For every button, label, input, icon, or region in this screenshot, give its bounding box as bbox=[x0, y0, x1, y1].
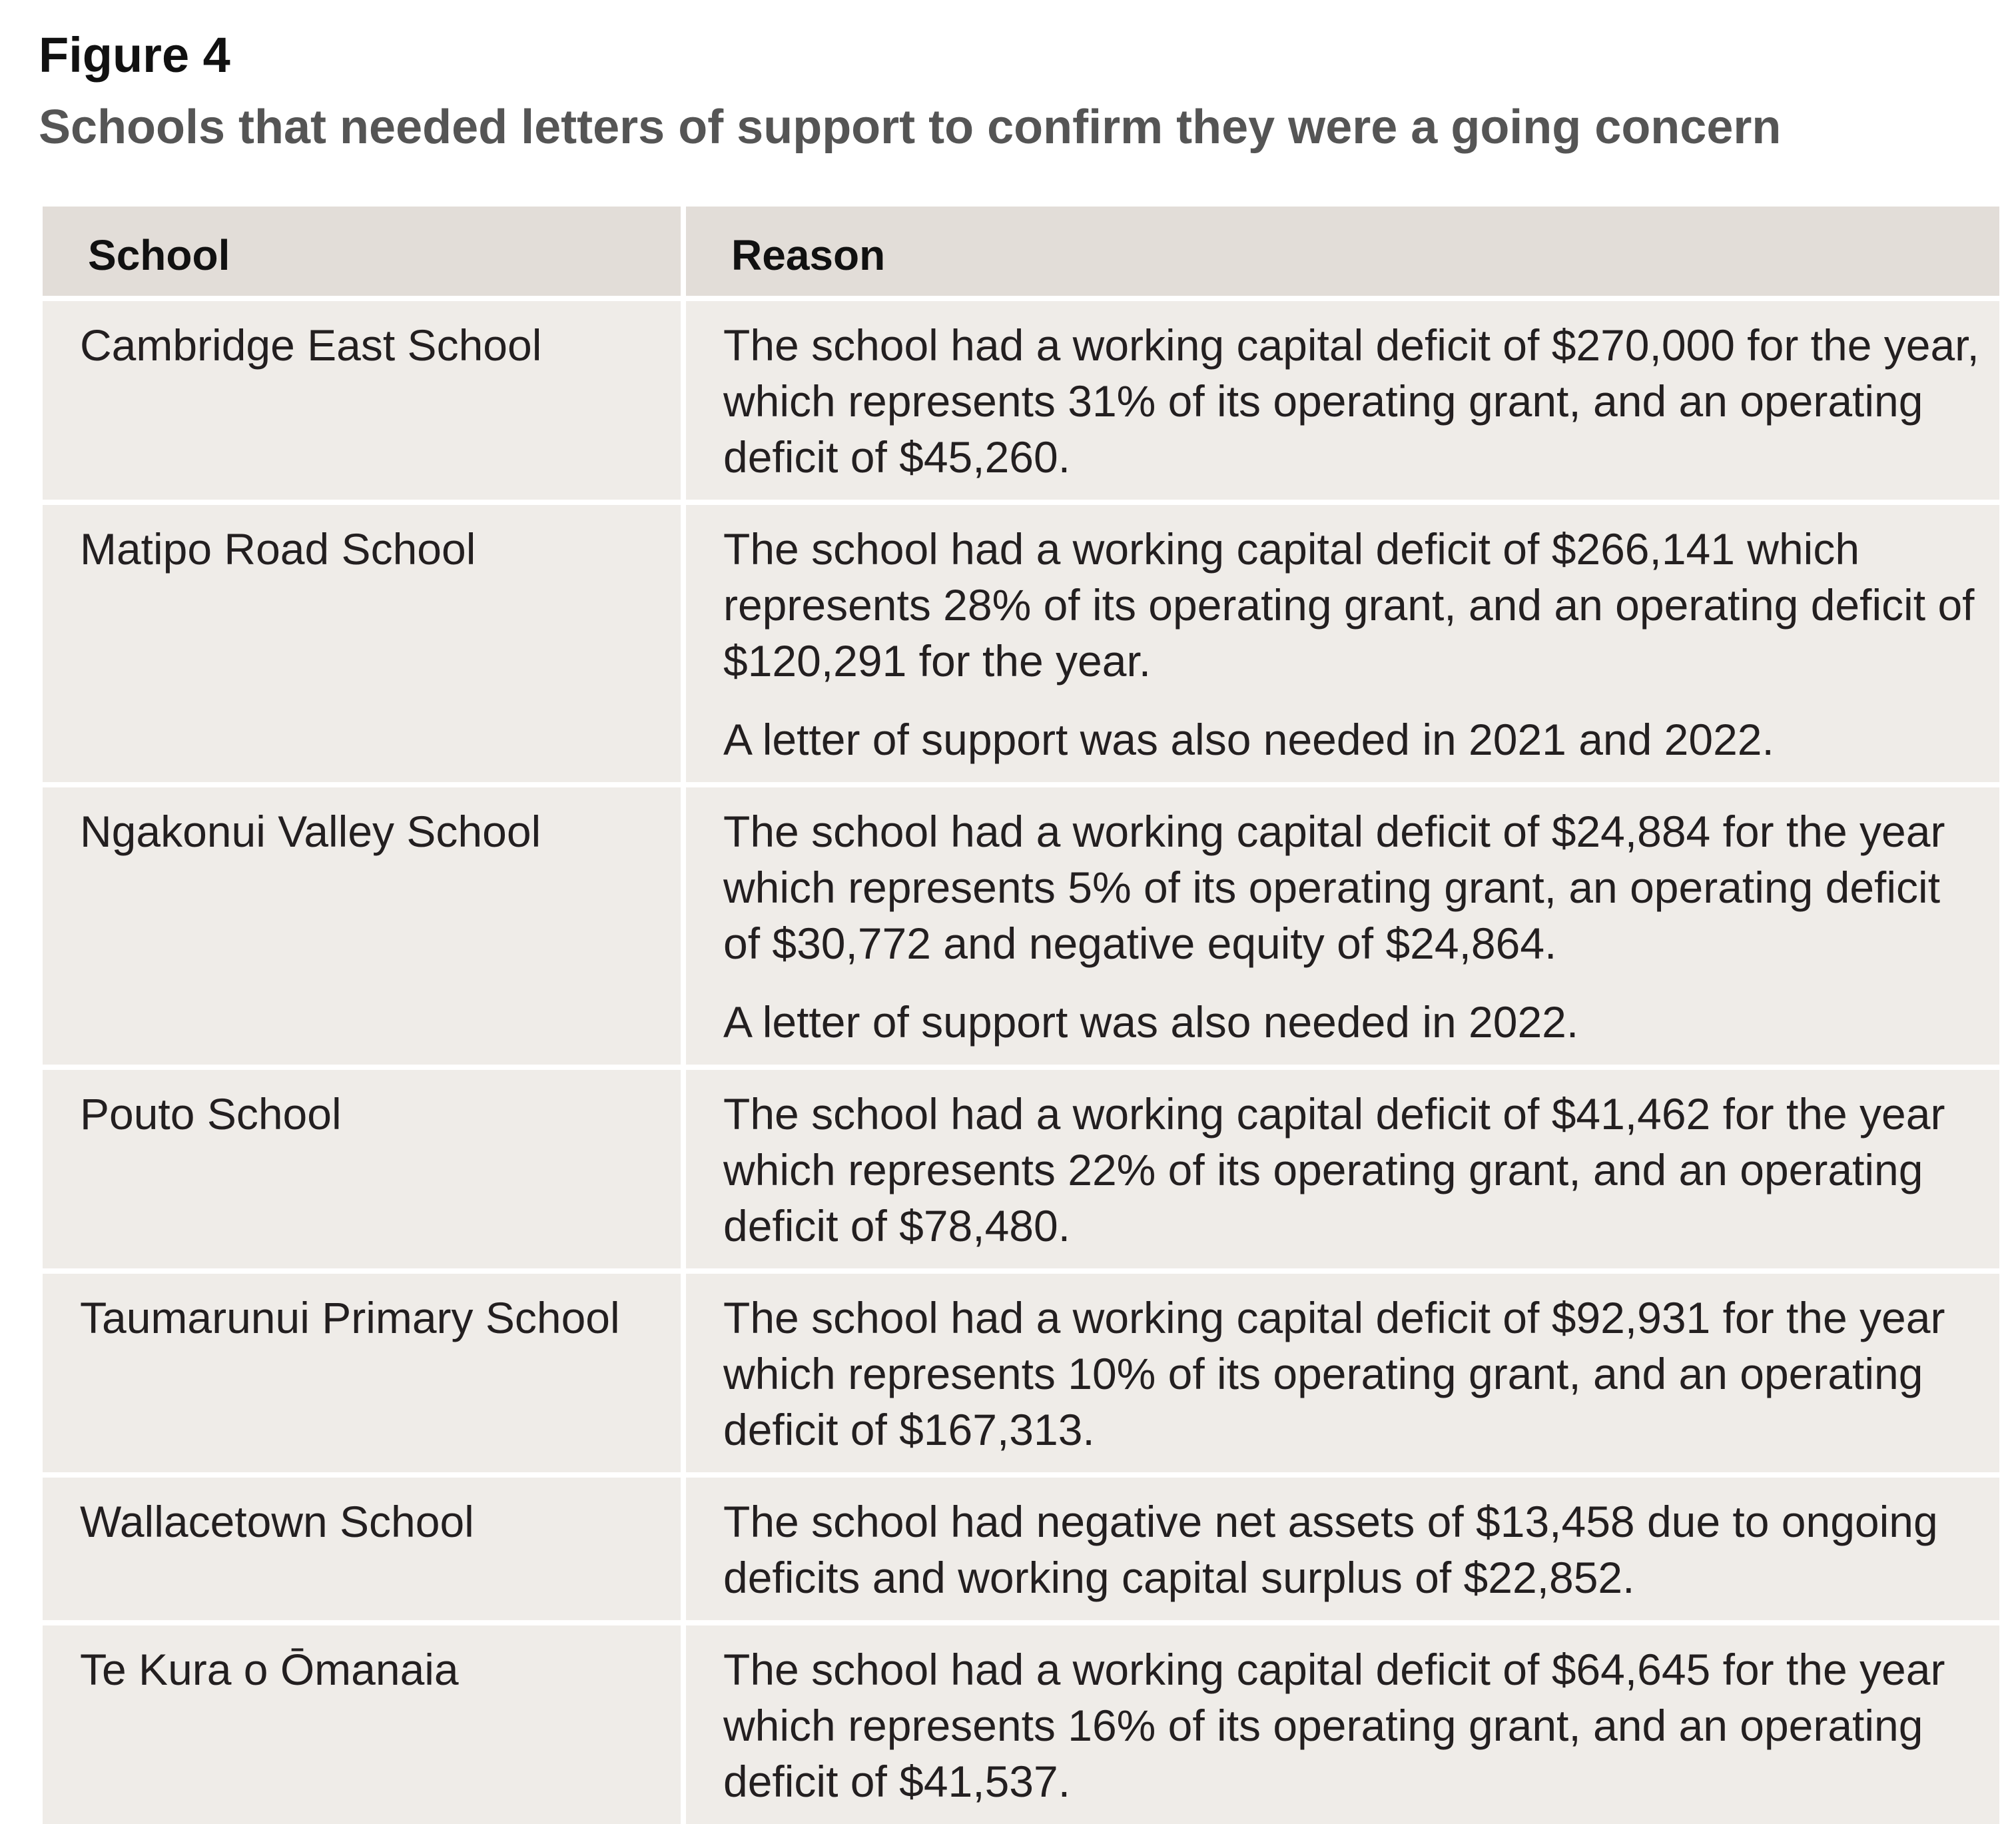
reason-text: The school had negative net assets of $13,458 due to ongoing deficits and working capital surplus of $22,852. bbox=[723, 1497, 1938, 1602]
reason-text: The school had a working capital deficit of $270,000 for the year, which represents 31% of its operating grant, and an operating deficit of $45,260. bbox=[723, 320, 1979, 482]
school-name-cell: Taumarunui Primary School bbox=[43, 1274, 686, 1478]
table-row bbox=[43, 1274, 1999, 1478]
reason-cell bbox=[686, 505, 1999, 787]
reason-note: A letter of support was also needed in 2022. bbox=[723, 997, 1579, 1047]
table-header bbox=[43, 207, 1999, 301]
header-row bbox=[43, 207, 1999, 301]
reason-text: The school had a working capital deficit of $266,141 which represents 28% of its operating grant, and an operating deficit of $120,291 for the year. bbox=[723, 524, 1975, 685]
school-name-cell: Ngakonui Valley School bbox=[43, 787, 686, 1070]
reason-text: The school had a working capital deficit of $24,884 for the year which represents 5% of its operating grant, an operating deficit of $30,772 and negative equity of $24,864. bbox=[723, 807, 1945, 968]
school-name-cell: Pouto School bbox=[43, 1070, 686, 1274]
reason-cell bbox=[686, 1274, 1999, 1478]
table-row bbox=[43, 301, 1999, 505]
school-name-cell: Cambridge East School bbox=[43, 301, 686, 505]
reason-cell bbox=[686, 1070, 1999, 1274]
table-row bbox=[43, 787, 1999, 1070]
reason-text: The school had a working capital deficit of $92,931 for the year which represents 10% of its operating grant, and an operating deficit of $167,313. bbox=[723, 1293, 1945, 1454]
table-row bbox=[43, 505, 1999, 787]
schools-table bbox=[43, 207, 1999, 1824]
table-row bbox=[43, 1070, 1999, 1274]
school-name-cell: Te Kura o Ōmanaia bbox=[43, 1625, 686, 1824]
figure-title: Schools that needed letters of support to confirm they were a going concern bbox=[39, 101, 1782, 154]
table-body bbox=[43, 301, 1999, 1824]
table-row bbox=[43, 1478, 1999, 1625]
school-name-cell: Matipo Road School bbox=[43, 505, 686, 787]
reason-note: A letter of support was also needed in 2021 and 2022. bbox=[723, 715, 1774, 764]
reason-cell bbox=[686, 301, 1999, 505]
header-reason: Reason bbox=[686, 207, 1999, 301]
school-name-cell: Wallacetown School bbox=[43, 1478, 686, 1625]
table-row bbox=[43, 1625, 1999, 1824]
figure-label: Figure 4 bbox=[39, 27, 230, 83]
header-school: School bbox=[43, 207, 686, 301]
reason-text: The school had a working capital deficit of $41,462 for the year which represents 22% of its operating grant, and an operating deficit of $78,480. bbox=[723, 1089, 1945, 1250]
reason-cell bbox=[686, 1478, 1999, 1625]
reason-text: The school had a working capital deficit of $64,645 for the year which represents 16% of its operating grant, and an operating deficit of $41,537. bbox=[723, 1645, 1945, 1806]
reason-cell bbox=[686, 1625, 1999, 1824]
reason-cell bbox=[686, 787, 1999, 1070]
